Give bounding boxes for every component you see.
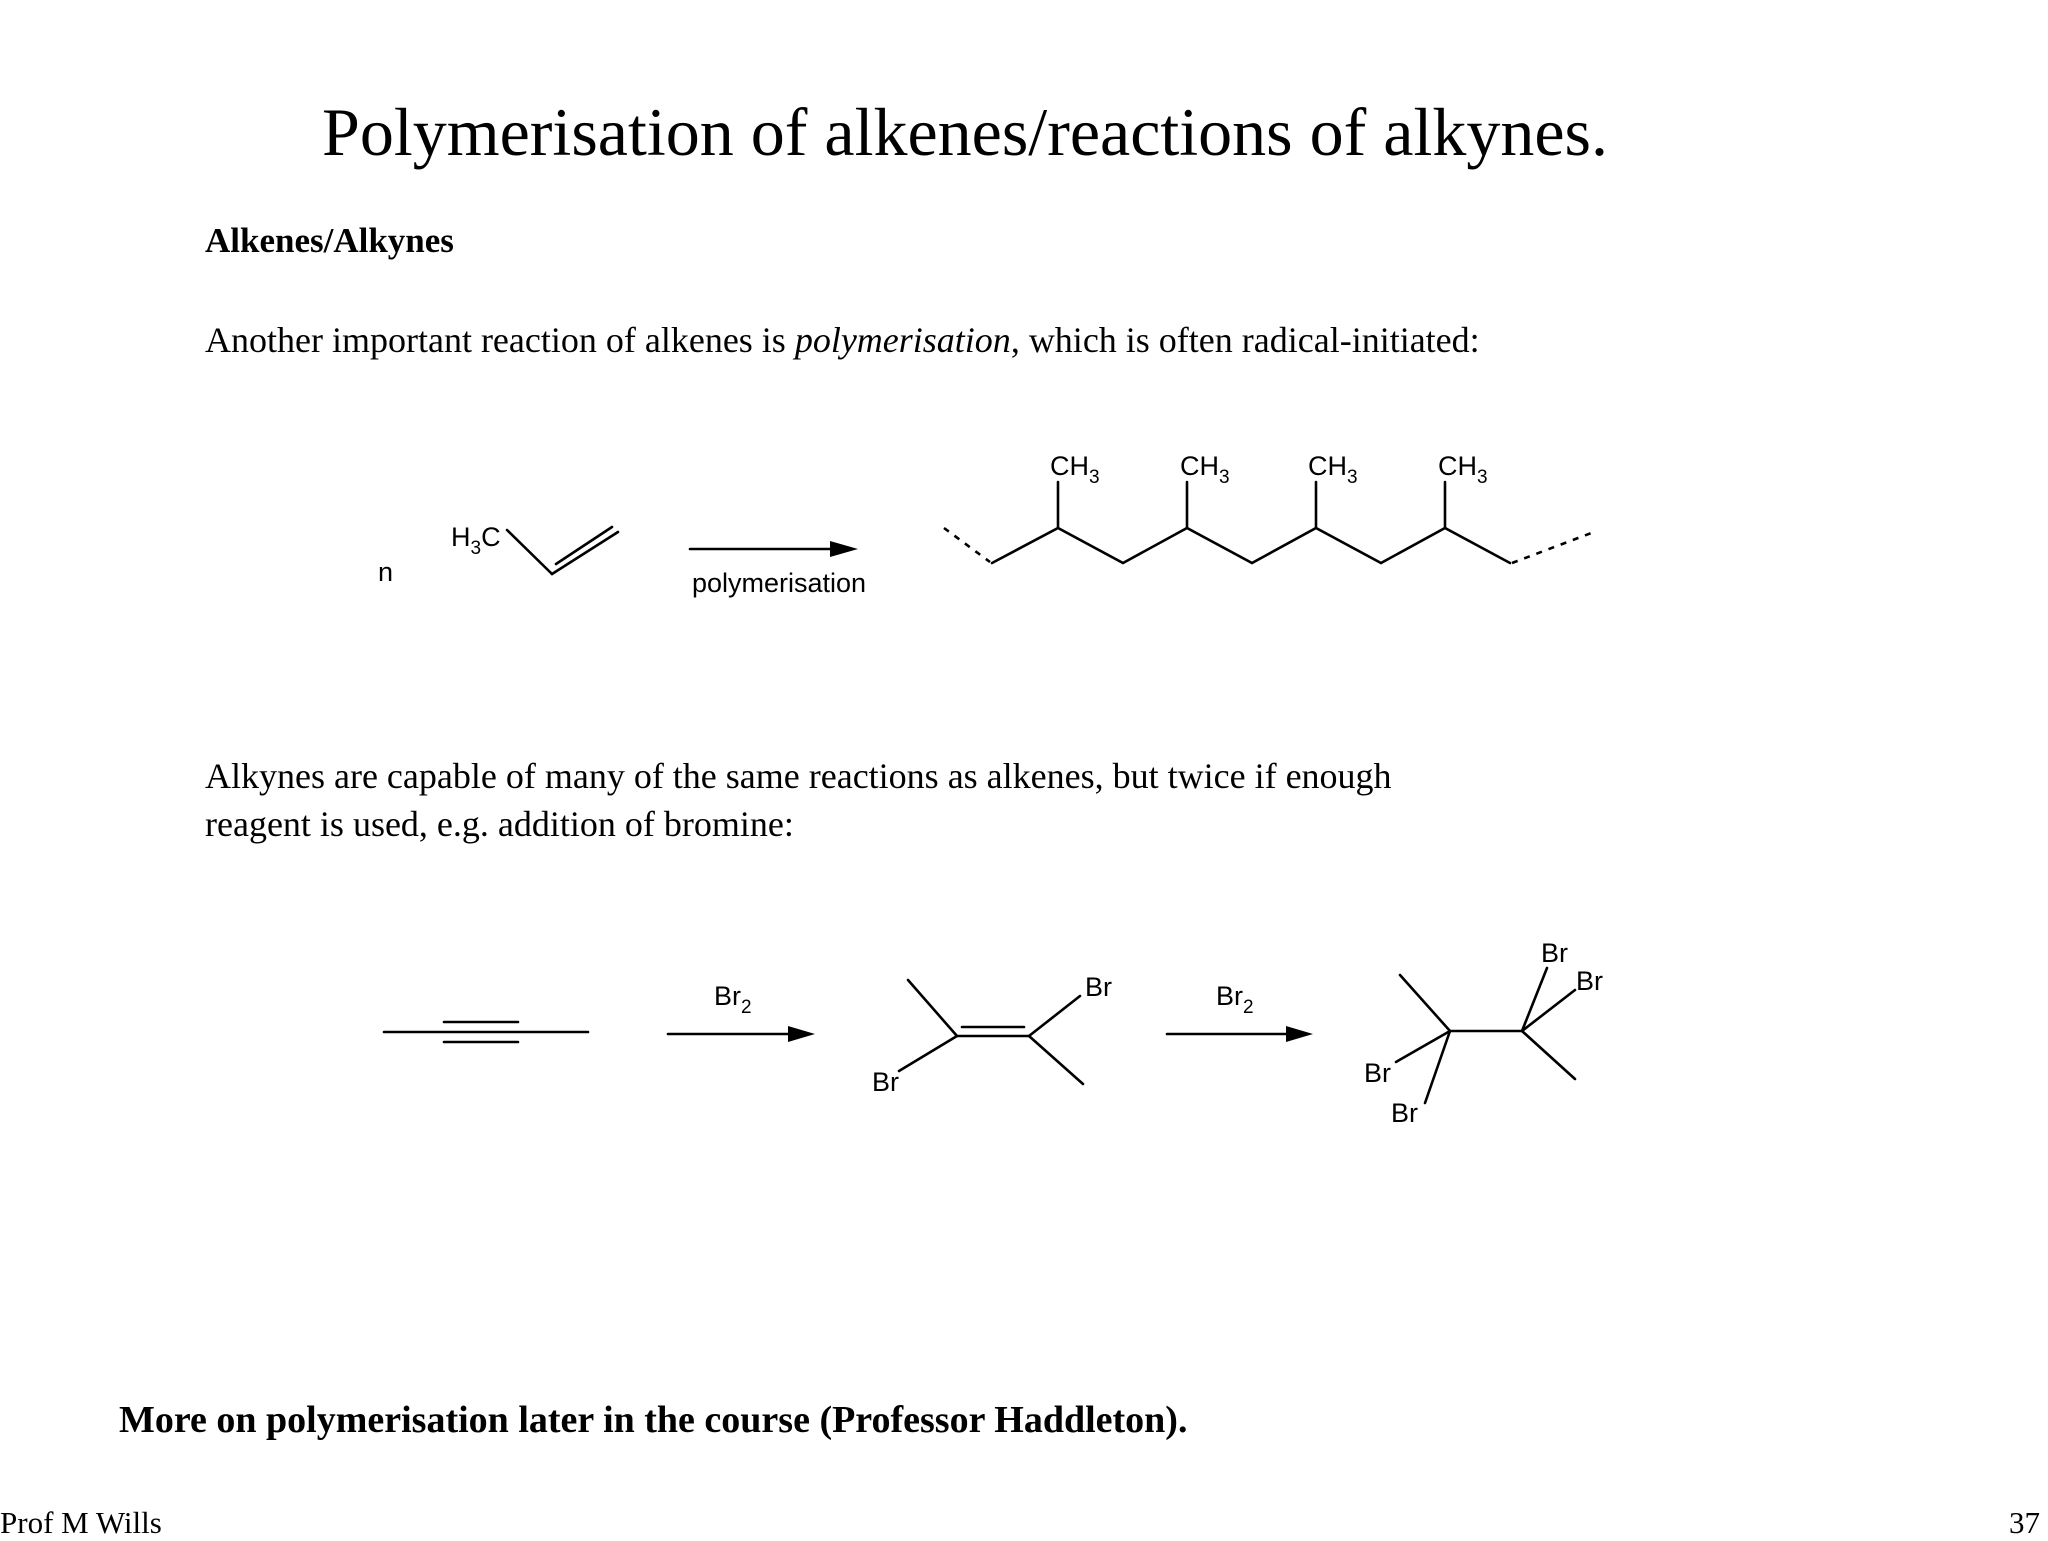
intro-text-emphasis: polymerisation xyxy=(794,320,1011,360)
alkyne-text-line-1: Alkynes are capable of many of the same reactions as alkenes, but twice if enough xyxy=(205,756,1392,796)
bromine-label: Br xyxy=(872,1067,899,1097)
propene-molecule xyxy=(451,522,618,574)
author-footer: Prof M Wills xyxy=(0,1505,162,1540)
chain-continuation-right xyxy=(1512,532,1594,563)
polymerisation-arrow xyxy=(690,541,858,557)
propene-methyl-label: H3C xyxy=(451,522,501,559)
section-heading: Alkenes/Alkynes xyxy=(205,221,454,260)
bromine-label: Br xyxy=(1364,1058,1391,1088)
page-number: 37 xyxy=(2009,1505,2040,1540)
polymer-backbone xyxy=(992,528,1510,563)
arrow-head xyxy=(1286,1026,1313,1042)
butyne-molecule xyxy=(384,1022,588,1042)
intro-text-end: , which is often radical-initiated: xyxy=(1010,320,1480,360)
arrow-head xyxy=(830,541,858,557)
arrow-head xyxy=(788,1026,815,1042)
slide-title: Polymerisation of alkenes/reactions of alkynes. xyxy=(322,94,1608,170)
intro-text-start: Another important reaction of alkenes is xyxy=(205,320,795,360)
methyl-label-2: CH3 xyxy=(1180,451,1230,488)
left-methyl-bond xyxy=(1400,975,1450,1031)
propene-double-bond-inner xyxy=(556,527,612,564)
alkyne-text-line-2: reagent is used, e.g. addition of bromine: xyxy=(205,804,794,844)
first-reagent-label: Br2 xyxy=(714,981,752,1018)
right-methyl-bond xyxy=(1029,1036,1083,1084)
chain-continuation-left xyxy=(944,528,990,562)
left-methyl-bond xyxy=(908,980,957,1036)
bromine-label: Br xyxy=(1085,972,1112,1002)
bromine-label: Br xyxy=(1541,938,1568,968)
bromination-scheme xyxy=(384,938,1603,1128)
propene-double-bond-outer xyxy=(552,532,618,574)
first-bromination-arrow xyxy=(668,1026,815,1042)
methyl-label-1: CH3 xyxy=(1050,451,1100,488)
tetrabromobutane-molecule xyxy=(1364,938,1603,1128)
polymerisation-arrow-label: polymerisation xyxy=(692,568,867,598)
polymerisation-scheme xyxy=(378,451,1594,598)
methyl-label-3: CH3 xyxy=(1308,451,1358,488)
bromine-label: Br xyxy=(1576,966,1603,996)
second-bromination-arrow xyxy=(1167,1026,1313,1042)
right-bromine-bond xyxy=(1029,996,1080,1036)
second-reagent-label: Br2 xyxy=(1216,981,1254,1018)
polypropylene-chain xyxy=(944,451,1594,563)
dibromoalkene-molecule xyxy=(872,972,1112,1097)
footer-note: More on polymerisation later in the course (Professor Haddleton). xyxy=(119,1399,1188,1441)
methyl-label-4: CH3 xyxy=(1438,451,1488,488)
stoichiometric-coefficient: n xyxy=(378,557,394,587)
propene-single-bond xyxy=(507,530,552,574)
left-bromine-bond xyxy=(899,1036,957,1071)
right-methyl-bond xyxy=(1522,1031,1575,1079)
bromine-label: Br xyxy=(1391,1098,1418,1128)
